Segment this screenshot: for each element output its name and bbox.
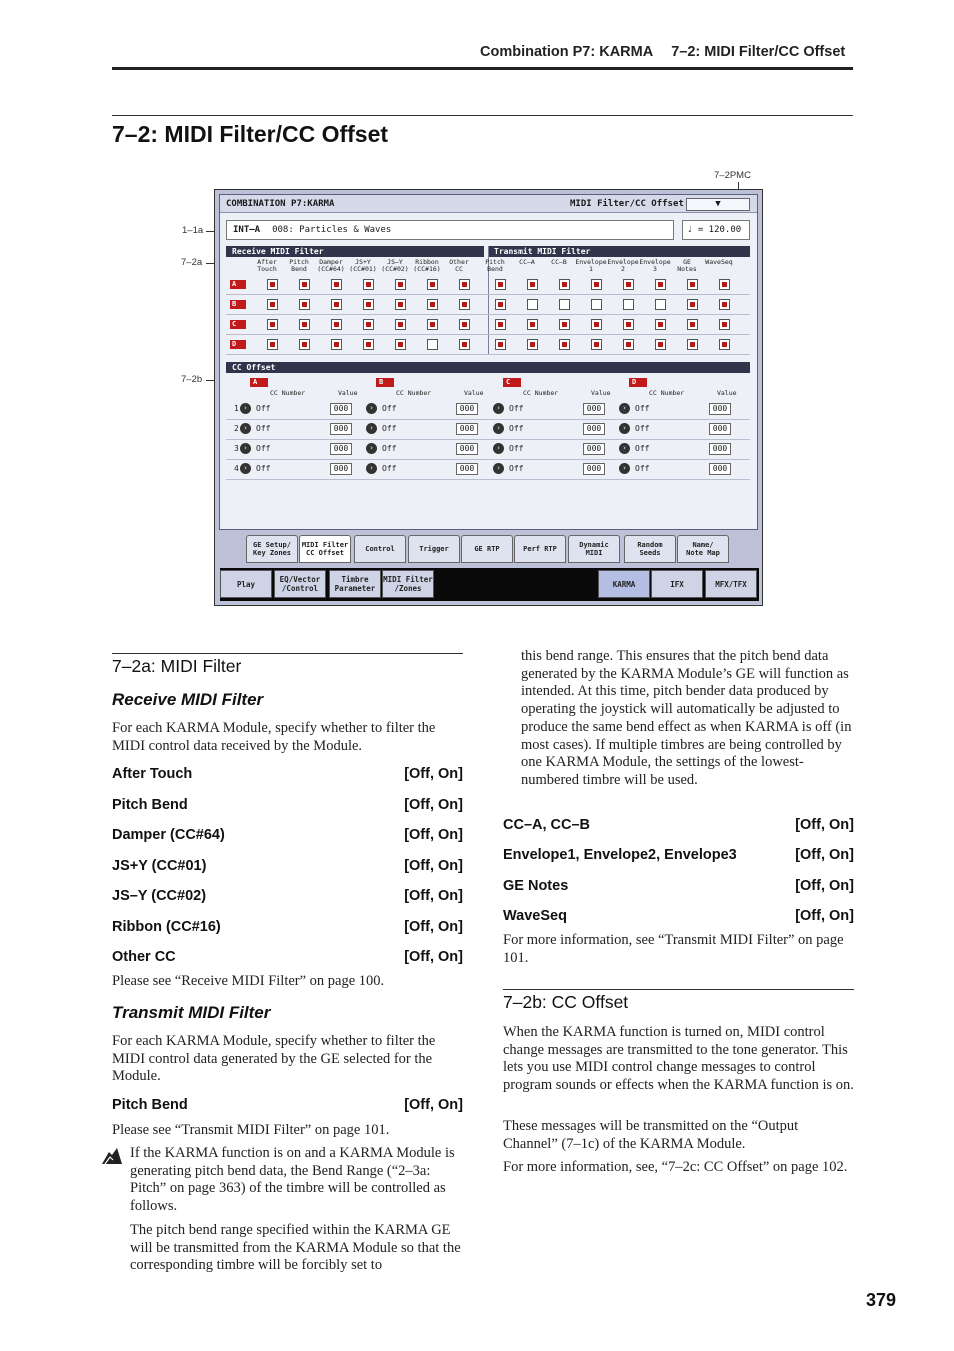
tab-label: Play [236,579,256,589]
transmit-filter-checkbox[interactable] [591,299,602,310]
bottom-tab[interactable] [274,570,326,598]
row-label: C [230,320,246,329]
transmit-filter-checkbox[interactable] [559,279,570,290]
param-row [112,888,463,904]
transmit-filter-checkbox[interactable] [559,299,570,310]
transmit-see-also: Please see “Transmit MIDI Filter” on page 101. [112,1122,390,1138]
cc-module-label: A [250,378,268,387]
receive-filter-checkbox[interactable] [299,319,310,330]
grid-separator [226,334,750,335]
cc-value-field[interactable]: 000 [709,403,731,415]
param-name: Pitch Bend [112,797,188,813]
cc-value-field[interactable]: 000 [709,443,731,455]
param-row [112,827,463,843]
param-row [112,919,463,935]
tab-label: Control [365,545,395,553]
col-header-line: After [257,258,277,266]
cc-value-field[interactable]: 000 [330,463,352,475]
grid-separator [226,354,750,355]
receive-filter-checkbox[interactable] [427,299,438,310]
param-name: After Touch [112,766,193,782]
transmit-filter-checkbox[interactable] [687,299,698,310]
cc-number-value: Off [256,404,271,413]
cc-number-value: Off [635,424,650,433]
param-row [112,949,463,965]
col-header-line: Other [449,258,469,266]
section-b-title: 7–2b: CC Offset [503,992,629,1012]
transmit-filter-checkbox[interactable] [495,279,506,290]
title-rule [112,115,853,116]
receive-filter-checkbox[interactable] [395,279,406,290]
transmit-filter-checkbox[interactable] [687,279,698,290]
col-header-line: Damper [319,258,343,266]
page-tab[interactable] [408,535,460,563]
receive-filter-checkbox[interactable] [395,319,406,330]
receive-filter-checkbox[interactable] [363,319,374,330]
cc-number-value: Off [509,444,524,453]
receive-filter-checkbox[interactable] [427,319,438,330]
col-header-line: Pitch [485,258,505,266]
receive-col-header [347,259,379,273]
cc-number-knob-icon[interactable]: › [366,403,377,414]
receive-filter-checkbox[interactable] [331,299,342,310]
param-name: WaveSeq [503,908,567,924]
note-hand-icon [101,1146,123,1166]
bottom-tab[interactable] [598,570,650,598]
page-tab[interactable] [354,535,406,563]
row-label: B [230,300,246,309]
bottom-tab[interactable] [651,570,703,598]
header-page: 7–2: MIDI Filter/CC Offset [671,44,846,60]
param-range: [Off, On] [404,949,463,965]
cc-number-knob-icon[interactable]: › [366,443,377,454]
transmit-midi-filter-heading: Transmit MIDI Filter [112,1003,271,1022]
cc-number-value: Off [256,424,271,433]
receive-filter-checkbox[interactable] [267,339,278,350]
karma-screen-screenshot [214,189,763,606]
col-header-line: Notes [677,265,697,273]
cc-row-number: 4 [234,464,239,473]
cc-number-knob-icon[interactable]: › [493,463,504,474]
transmit-midi-filter-bar: Transmit MIDI Filter [488,246,750,257]
bottom-tab[interactable] [329,570,381,598]
receive-col-header [411,259,443,273]
tab-label: Dynamic [579,541,609,549]
row-label: A [230,280,246,289]
param-row [503,878,854,894]
cc-number-value: Off [256,444,271,453]
transmit-col-header [671,259,703,273]
cc-number-value: Off [382,464,397,473]
page-tab[interactable] [246,535,298,563]
cc-module-label: C [503,378,521,387]
cc-offset-paragraph-2: These messages will be transmitted on the “Output Channel” (7–1c) of the KARMA Module. [503,1118,799,1152]
note-paragraph-1: If the KARMA function is on and a KARMA Module is generating pitch bend data, the Bend Range (“2–3a: Pitch” on page 363) of the timbre will be controlled as follows. [130,1145,455,1215]
transmit-col-header [607,259,639,273]
cc-separator [226,439,750,440]
receive-midi-filter-bar: Receive MIDI Filter [226,246,484,257]
cc-module-label: B [376,378,394,387]
param-row [112,766,463,782]
transmit-col-header [543,259,575,266]
header-section: Combination P7: KARMA [480,44,654,60]
tab-label: GE Setup/ [253,541,291,549]
cc-value-field[interactable]: 000 [583,443,605,455]
transmit-col-header [639,259,671,273]
cc-number-value: Off [509,464,524,473]
param-range: [Off, On] [404,766,463,782]
receive-col-header [251,259,283,273]
receive-filter-checkbox[interactable] [363,299,374,310]
bottom-tab[interactable] [220,570,272,598]
receive-filter-checkbox[interactable] [299,339,310,350]
cc-value-header: Value [338,389,358,397]
lcd-display [219,194,758,530]
tab-label: MIDI Filter [301,541,349,549]
transmit-filter-checkbox[interactable] [591,279,602,290]
param-name: JS–Y (CC#02) [112,888,207,904]
receive-see-also: Please see “Receive MIDI Filter” on page 100. [112,973,385,989]
transmit-col-header [703,259,735,266]
receive-col-header [379,259,411,273]
param-name: JS+Y (CC#01) [112,858,207,874]
transmit-col-header [511,259,543,266]
cc-value-field[interactable]: 000 [583,463,605,475]
col-header-line: (CC#01) [349,265,377,273]
note-continued: this bend range. This ensures that the pitch bend data generated by the KARMA Module’s GE will function as intended. At this time, pitch bender data produced by operating the joystick will automatically be adjusted to produce the same bend effect as when KARMA is off (in most cases). If multiple timbres are being controlled by one KARMA Module, the settings of the lowest-numbered timbre will be used. [521,648,852,788]
section-a-title: 7–2a: MIDI Filter [112,656,242,676]
cc-value-field[interactable]: 000 [583,403,605,415]
param-range: [Off, On] [795,908,854,924]
col-header-line: Touch [257,265,277,273]
callout-7-2b: 7–2b [181,374,203,385]
param-row [112,1097,463,1113]
cc-value-field[interactable]: 000 [456,403,478,415]
program-select[interactable] [226,220,674,240]
cc-number-header: CC Number [649,389,685,397]
callout-7-2a: 7–2a [181,257,203,268]
tab-label: Timbre [341,575,369,584]
page-name: MIDI Filter/CC Offset [570,199,684,209]
param-row [112,858,463,874]
program-bank: INT–A [233,225,261,235]
transmit-filter-checkbox[interactable] [655,279,666,290]
receive-filter-checkbox[interactable] [395,339,406,350]
col-header-line: Bend [487,265,503,273]
tab-label: EQ/Vector [279,575,321,584]
cc-value-header: Value [717,389,737,397]
cc-offset-paragraph-3: For more information, see, “7–2c: CC Offset” on page 102. [503,1159,848,1175]
transmit-filter-checkbox[interactable] [655,339,666,350]
page-tab[interactable] [624,535,676,563]
receive-filter-checkbox[interactable] [299,279,310,290]
transmit-filter-checkbox[interactable] [495,319,506,330]
transmit-filter-checkbox[interactable] [495,339,506,350]
param-row [503,817,854,833]
bottom-tab[interactable] [705,570,757,598]
col-header-line: 3 [653,265,657,273]
cc-value-field[interactable]: 000 [330,423,352,435]
tab-label: Seeds [639,549,661,557]
page-number: 379 [866,1290,897,1310]
cc-value-field[interactable]: 000 [709,463,731,475]
cc-number-knob-icon[interactable]: › [619,423,630,434]
transmit-description: For each KARMA Module, specify whether to filter the MIDI control data generated by the GE selected for the Module. [112,1033,436,1085]
tab-label: CC Offset [306,549,344,557]
col-header-line: Envelope [607,258,639,266]
transmit-filter-checkbox[interactable] [687,319,698,330]
cc-number-header: CC Number [270,389,306,397]
section-b-rule [503,989,854,990]
cc-number-value: Off [509,404,524,413]
cc-number-knob-icon[interactable]: › [619,443,630,454]
tab-label: Trigger [419,545,449,553]
page-title: 7–2: MIDI Filter/CC Offset [112,121,389,147]
cc-number-header: CC Number [396,389,432,397]
receive-filter-checkbox[interactable] [331,319,342,330]
section-a-rule [112,653,463,654]
param-name: Damper (CC#64) [112,827,225,843]
param-range: [Off, On] [404,827,463,843]
cc-offset-paragraph-1: When the KARMA function is turned on, MIDI control change messages are transmitted to the tone generator. This lets you use MIDI control change messages to control program sounds or effects when the KARMA function is on. [503,1024,854,1094]
transmit-filter-checkbox[interactable] [719,279,730,290]
tab-label: MIDI Filter [383,575,433,584]
running-header [480,44,845,60]
receive-filter-checkbox[interactable] [427,279,438,290]
param-range: [Off, On] [404,888,463,904]
transmit-filter-checkbox[interactable] [527,299,538,310]
cc-number-value: Off [509,424,524,433]
receive-description: For each KARMA Module, specify whether to filter the MIDI control data received by the Module. [112,720,436,754]
transmit-filter-checkbox[interactable] [687,339,698,350]
transmit-filter-checkbox[interactable] [623,279,634,290]
cc-number-value: Off [635,464,650,473]
cc-separator [226,479,750,480]
col-header-line: CC–B [551,258,567,266]
callout-1-1a: 1–1a [182,225,204,236]
transmit-filter-checkbox[interactable] [655,299,666,310]
col-header-line: WaveSeq [705,258,733,266]
transmit-col-header [575,259,607,273]
receive-filter-checkbox[interactable] [363,339,374,350]
tab-label: Parameter [334,584,376,593]
transmit-see-more: For more information, see “Transmit MIDI Filter” on page 101. [503,932,844,966]
tab-label: Random [637,541,663,549]
receive-filter-checkbox[interactable] [331,279,342,290]
param-name: GE Notes [503,878,569,894]
cc-value-field[interactable]: 000 [456,463,478,475]
col-header-line: Envelope [639,258,671,266]
tab-label: KARMA [612,579,636,589]
col-header-line: (CC#64) [317,265,345,273]
page-tab[interactable] [299,535,351,563]
cc-row-number: 1 [234,404,239,413]
col-header-line: CC [455,265,463,273]
cc-number-knob-icon[interactable]: › [240,403,251,414]
receive-col-header [443,259,475,273]
transmit-filter-checkbox[interactable] [623,319,634,330]
header-rule [112,67,853,70]
col-header-line: JS+Y [355,258,371,266]
cc-number-value: Off [256,464,271,473]
transmit-filter-checkbox[interactable] [527,319,538,330]
receive-col-header [315,259,347,273]
cc-value-header: Value [591,389,611,397]
param-name: Envelope1, Envelope2, Envelope3 [503,847,737,863]
transmit-filter-checkbox[interactable] [719,339,730,350]
cc-offset-bar: CC Offset [226,362,750,373]
transmit-filter-checkbox[interactable] [527,339,538,350]
bottom-tab[interactable] [382,570,434,598]
page-tab[interactable] [568,535,620,563]
transmit-filter-checkbox[interactable] [591,319,602,330]
grid-separator [226,314,750,315]
receive-filter-checkbox[interactable] [267,279,278,290]
receive-filter-checkbox[interactable] [459,319,470,330]
col-header-line: Bend [291,265,307,273]
note-paragraph-2: The pitch bend range specified within the KARMA GE will be transmitted from the KARMA Module so that the corresponding timbre will be forcibly set to [130,1222,461,1274]
receive-midi-filter-heading: Receive MIDI Filter [112,690,264,709]
param-range: [Off, On] [404,797,463,813]
transmit-col-header [479,259,511,273]
col-header-line: Pitch [289,258,309,266]
tempo-field[interactable]: ♩ = 120.00 [682,220,750,240]
transmit-filter-checkbox[interactable] [591,339,602,350]
cc-number-knob-icon[interactable]: › [493,423,504,434]
cc-number-header: CC Number [523,389,559,397]
param-name: Ribbon (CC#16) [112,919,221,935]
receive-filter-checkbox[interactable] [267,319,278,330]
transmit-filter-checkbox[interactable] [655,319,666,330]
transmit-filter-checkbox[interactable] [623,299,634,310]
cc-number-knob-icon[interactable]: › [619,463,630,474]
transmit-filter-checkbox[interactable] [719,319,730,330]
cc-value-field[interactable]: 000 [583,423,605,435]
page-tab[interactable] [461,535,513,563]
transmit-filter-checkbox[interactable] [623,339,634,350]
param-range: [Off, On] [795,878,854,894]
transmit-filter-checkbox[interactable] [559,319,570,330]
cc-module-label: D [629,378,647,387]
cc-number-knob-icon[interactable]: › [240,423,251,434]
cc-number-knob-icon[interactable]: › [366,463,377,474]
tab-label: Key Zones [253,549,291,557]
cc-row-number: 3 [234,444,239,453]
page-menu-button[interactable] [686,198,750,211]
tab-label: /Zones [394,584,422,593]
tab-label: Perf RTP [523,545,557,553]
col-header-line: JS–Y [387,258,403,266]
param-name: Other CC [112,949,176,965]
transmit-filter-checkbox[interactable] [719,299,730,310]
col-header-line: 1 [589,265,593,273]
param-row [112,797,463,813]
transmit-filter-checkbox[interactable] [527,279,538,290]
param-range: [Off, On] [795,817,854,833]
cc-number-knob-icon[interactable]: › [619,403,630,414]
cc-value-field[interactable]: 000 [330,403,352,415]
row-label: D [230,340,246,349]
receive-filter-checkbox[interactable] [427,339,438,350]
tab-label: GE RTP [474,545,500,553]
cc-number-knob-icon[interactable]: › [493,443,504,454]
tab-label: IFX [670,579,684,589]
cc-number-value: Off [382,404,397,413]
cc-value-field[interactable]: 000 [330,443,352,455]
col-header-line: GE [683,258,691,266]
receive-filter-checkbox[interactable] [459,339,470,350]
cc-number-value: Off [635,404,650,413]
cc-value-header: Value [464,389,484,397]
page-tab[interactable] [514,535,566,563]
receive-filter-checkbox[interactable] [331,339,342,350]
tab-label: MFX/TFX [715,579,747,589]
transmit-filter-checkbox[interactable] [495,299,506,310]
param-row [503,908,854,924]
col-header-line: CC–A [519,258,535,266]
receive-col-header [283,259,315,273]
col-header-line: (CC#02) [381,265,409,273]
param-range: [Off, On] [404,919,463,935]
receive-filter-checkbox[interactable] [363,279,374,290]
cc-number-knob-icon[interactable]: › [240,443,251,454]
param-row [503,847,854,863]
receive-filter-checkbox[interactable] [459,279,470,290]
cc-separator [226,459,750,460]
grid-separator [226,294,750,295]
cc-value-field[interactable]: 000 [456,443,478,455]
param-name: CC–A, CC–B [503,817,591,833]
cc-value-field[interactable]: 000 [709,423,731,435]
cc-number-value: Off [382,424,397,433]
col-header-line: Envelope [575,258,607,266]
tab-label: MIDI [585,549,603,557]
transmit-filter-checkbox[interactable] [559,339,570,350]
cc-number-knob-icon[interactable]: › [493,403,504,414]
col-header-line: (CC#16) [413,265,441,273]
col-header-line: 2 [621,265,625,273]
cc-number-knob-icon[interactable]: › [240,463,251,474]
receive-filter-checkbox[interactable] [459,299,470,310]
cc-number-value: Off [382,444,397,453]
screenshot-id-label: 7–2PMC [714,170,751,181]
receive-filter-checkbox[interactable] [395,299,406,310]
tab-label: Name/ [692,541,714,549]
tab-label: /Control [281,584,319,593]
cc-number-knob-icon[interactable]: › [366,423,377,434]
page-tab[interactable] [677,535,729,563]
param-name: Pitch Bend [112,1097,188,1113]
cc-number-value: Off [635,444,650,453]
chevron-down-icon: ▼ [715,199,721,209]
param-range: [Off, On] [795,847,854,863]
program-name: 008: Particles & Waves [272,225,392,235]
receive-filter-checkbox[interactable] [267,299,278,310]
mode-title: COMBINATION P7:KARMA [220,195,757,213]
cc-separator [226,419,750,420]
tab-label: Note Map [686,549,720,557]
cc-value-field[interactable]: 000 [456,423,478,435]
col-header-line: Ribbon [415,258,439,266]
param-range: [Off, On] [404,1097,463,1113]
receive-filter-checkbox[interactable] [299,299,310,310]
cc-row-number: 2 [234,424,239,433]
param-range: [Off, On] [404,858,463,874]
